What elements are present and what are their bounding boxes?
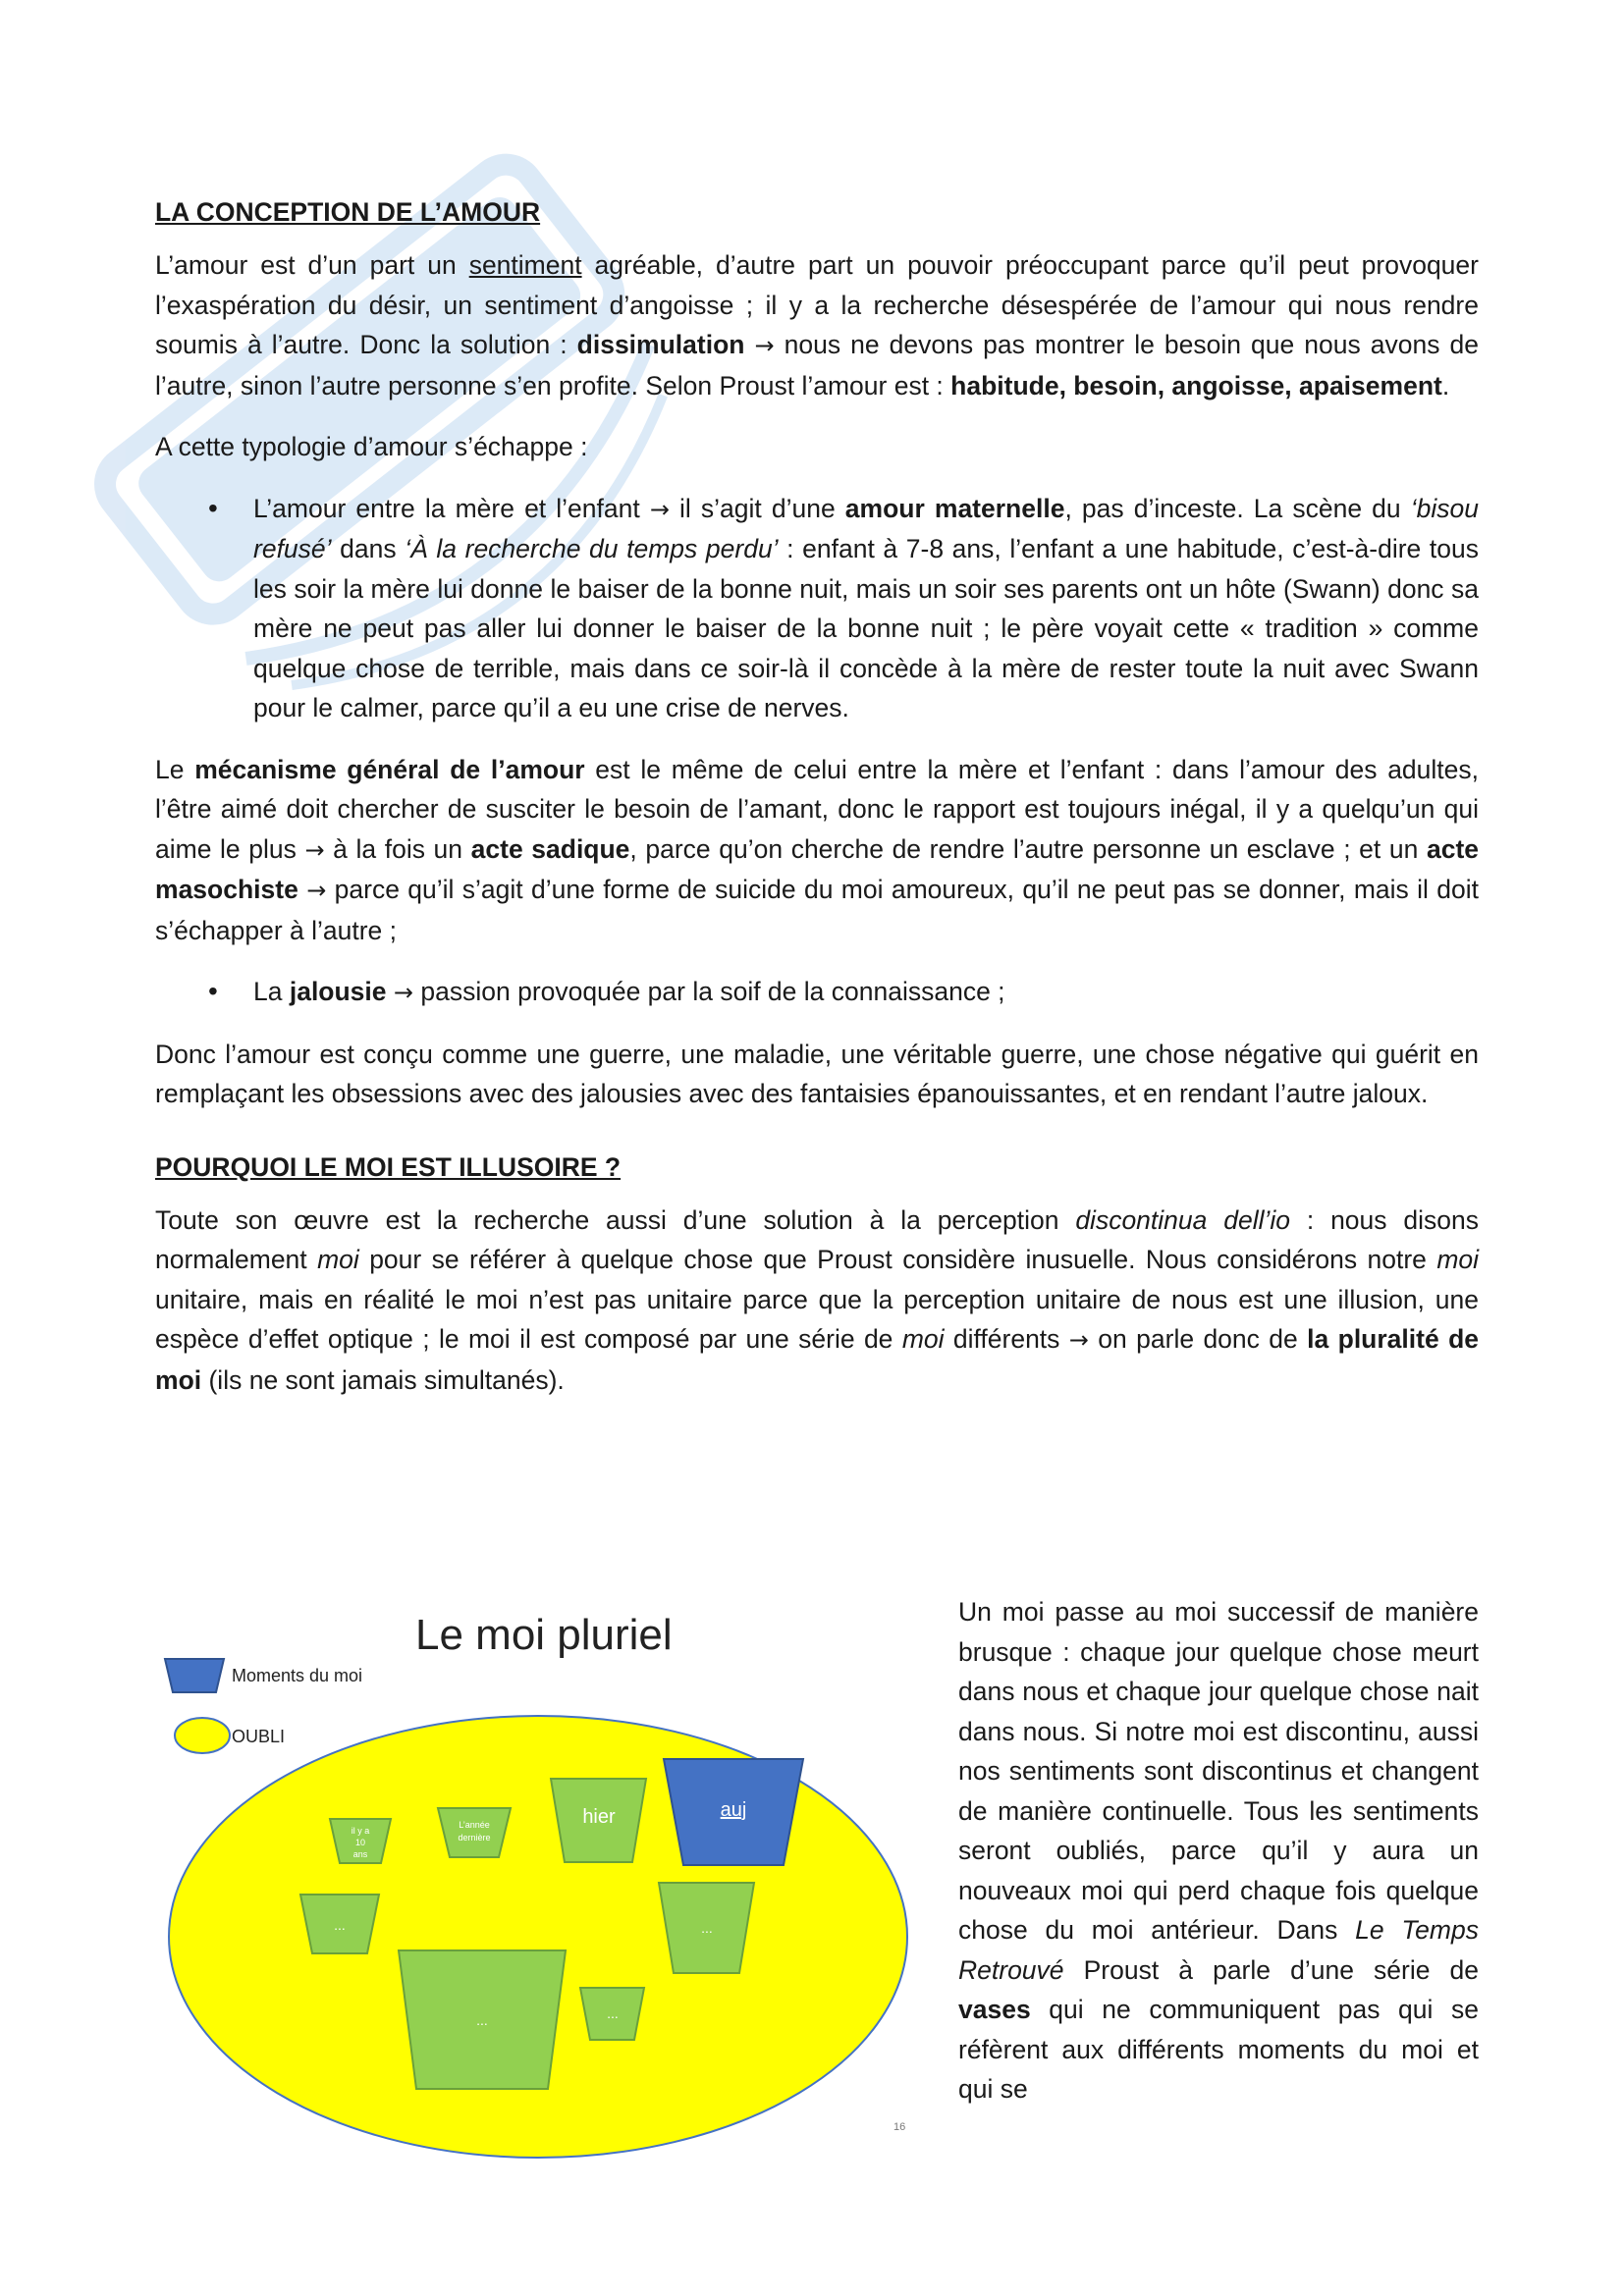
vase-label: auj (720, 1799, 747, 1821)
legend-vase-icon (165, 1659, 224, 1692)
section-heading-moi: POURQUOI LE MOI EST ILLUSOIRE ? (155, 1151, 622, 1182)
figure-area (155, 1571, 1479, 2160)
paragraph-typologie: A cette typologie d’amour s’échappe : (155, 432, 588, 461)
arrow-icon: → (1068, 1326, 1089, 1354)
page-content (155, 192, 1479, 1421)
paragraph-mecanisme: Le mécanisme général de l’amour est le même de celui entre la mère et l’enfant : dans l’amour des adultes, l’être aimé doit chercher de susciter le besoin de l’amant, donc le rapport est toujours inégal, il y a quelqu’un qui aime le plus → à la fois un acte sadique, parce qu’on cherche de rendre l’autre personne un esclave ; et un acte masochiste → parce qu’il s’agit d’une forme de suicide du moi amoureux, qu’il ne peut pas se donner, mais il doit s’échapper à l’autre ; (155, 754, 1480, 945)
arrow-icon: → (393, 979, 414, 1006)
vase-label: il y a (351, 1826, 370, 1836)
moi-pluriel-diagram (155, 1571, 921, 2160)
legend-oubli-icon (175, 1718, 230, 1753)
bullet-amour-maternel: • L’amour entre la mère et l’enfant → il s’agit d’une amour maternelle, pas d’inceste. La scène du ‘bisou refusé’ dans ‘À la recherche du temps perdu’ : enfant à 7-8 ans, l’enfant a une habitude, c’est-à-dire tous les soir la mère lui donne le baiser de la bonne nuit, mais un soir ses parents ont un hôte (Swann) donc sa mère ne peut pas aller lui donner le baiser de la bonne nuit ; le père voyait cette « tradition » comme quelque chose de terrible, mais dans ce soir-là il concède à la mère de rester toute la nuit avec Swann pour le calmer, parce qu’il a eu une crise de nerves. (253, 489, 1479, 728)
bullet-jalousie: • La jalousie → passion provoquée par la soif de la connaissance ; (253, 972, 1479, 1013)
legend-vase-label: Moments du moi (232, 1666, 363, 1685)
vase-label: ... (701, 1920, 713, 1936)
section-heading-amour: LA CONCEPTION DE L’AMOUR (155, 197, 541, 227)
vase-label: ... (334, 1917, 346, 1933)
bullet-list-1 (155, 489, 1479, 728)
vase-label: 10 (354, 1838, 366, 1847)
arrow-icon: → (304, 835, 325, 864)
vase-label: ans (352, 1849, 368, 1859)
arrow-icon: → (754, 332, 775, 359)
paragraph-amour-definition: L’amour est d’un part un sentiment agréable, d’autre part un pouvoir préoccupant parce qu’il peut provoquer l’exaspération du désir, un sentiment d’angoisse ; il y a la recherche désespérée de l’amour qui nous rendre soumis à l’autre. Donc la solution : dissimulation → nous ne devons pas montrer le besoin que nous avons de l’autre, sinon l’autre personne s’en profite. Selon Proust l’amour est : habitude, besoin, angoisse, apaisement. (155, 250, 1479, 400)
slide-number: 16 (893, 2121, 906, 2133)
legend-oubli-label: OUBLI (232, 1727, 286, 1746)
vase-label: dernière (458, 1833, 491, 1842)
diagram-title: Le moi pluriel (415, 1611, 673, 1659)
vase-label: L’année (459, 1820, 490, 1830)
bullet-list-2 (155, 972, 1479, 1013)
arrow-icon: → (306, 877, 327, 904)
vase-label: ... (607, 2005, 619, 2021)
paragraph-moi-illusoire: Toute son œuvre est la recherche aussi d’une solution à la perception discontinua dell’io : nous disons normalement moi pour se référer à quelque chose que Proust considère inusuelle. Nous considérons notre moi unitaire, mais en réalité le moi n’est pas unitaire parce que la perception unitaire de nous est une illusion, une espèce d’effet optique ; le moi il est composé par une série de moi différents → on parle donc de la pluralité de moi (ils ne sont jamais simultanés). (155, 1204, 1480, 1395)
vase-label: ... (476, 2012, 488, 2028)
paragraph-guerre: Donc l’amour est conçu comme une guerre, une maladie, une véritable guerre, une chose négative qui guérit en remplaçant les obsessions avec des jalousies avec des fantaisies épanouissantes, et en rendant l’autre jaloux. (155, 1039, 1479, 1108)
vase-label: hier (582, 1806, 616, 1828)
arrow-icon: → (649, 495, 670, 523)
side-paragraph: Un moi passe au moi successif de manière brusque : chaque jour quelque chose meurt dans nous et chaque jour quelque chose nait dans nous. Si notre moi est discontinu, aussi nos sentiments sont discontinus et changent de manière continuelle. Tous les sentiments seront oubliés, parce qu’il y aura un nouveaux moi qui perd chaque fois quelque chose du moi antérieur. Dans Le Temps Retrouvé Proust à parle d’une série de vases qui ne communiquent pas qui se réfèrent aux différents moments du moi et qui se (958, 1597, 1479, 2104)
